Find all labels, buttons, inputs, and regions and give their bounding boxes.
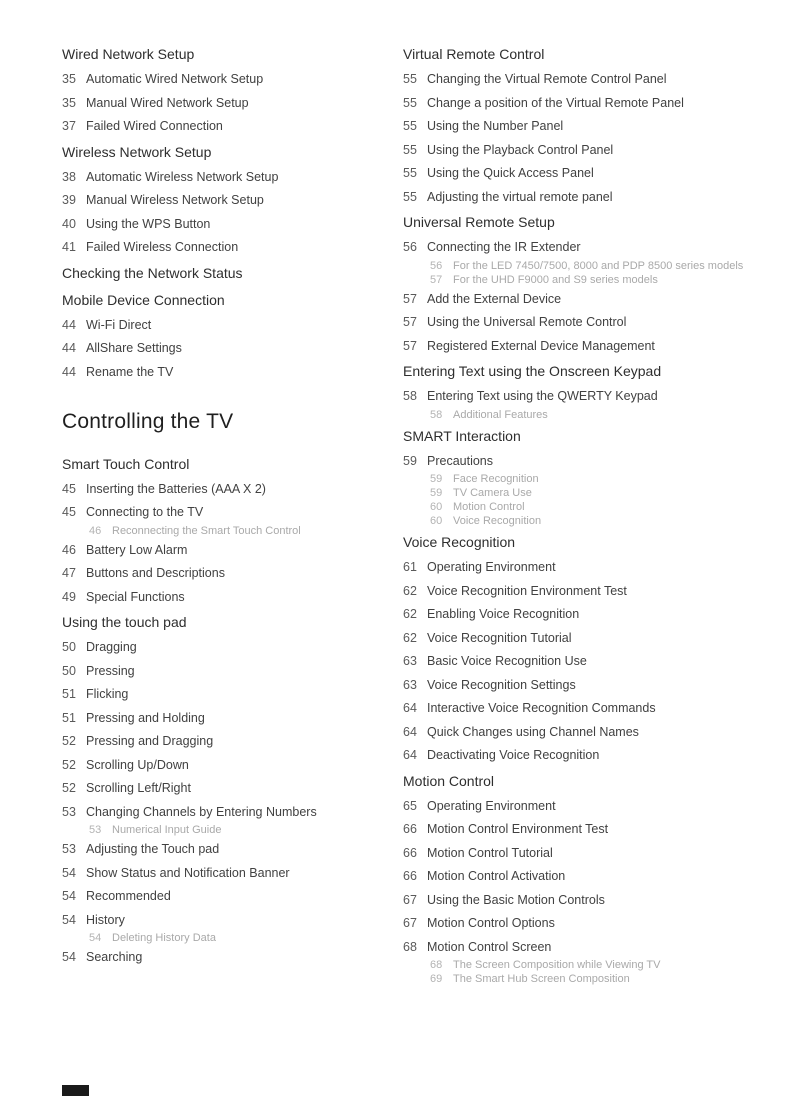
toc-entry-label: Using the Basic Motion Controls xyxy=(427,892,605,907)
toc-entry-label: Operating Environment xyxy=(427,798,556,813)
toc-item xyxy=(62,319,392,332)
section-heading: Mobile Device Connection xyxy=(62,291,225,308)
toc-entry-label: Entering Text using the QWERTY Keypad xyxy=(427,389,658,403)
section-heading: Wireless Network Setup xyxy=(62,143,212,160)
toc-subitem xyxy=(403,974,733,985)
toc-page-number: 65 xyxy=(403,798,417,813)
toc-entry-label: Voice Recognition xyxy=(453,515,542,527)
toc-item xyxy=(62,735,392,748)
toc-entry-label: For the UHD F9000 and S9 series models xyxy=(453,273,658,286)
toc-item xyxy=(62,591,392,604)
toc-section xyxy=(62,144,392,255)
toc-page-number: 47 xyxy=(62,566,76,580)
toc-entry-label: Failed Wired Connection xyxy=(86,119,223,133)
toc-item xyxy=(403,73,733,86)
toc-page-number: 66 xyxy=(403,869,417,883)
toc-item xyxy=(403,702,733,715)
toc-page-number: 55 xyxy=(403,95,417,110)
toc-page-number: 55 xyxy=(403,142,417,157)
toc-entry-label: Basic Voice Recognition Use xyxy=(427,654,587,668)
toc-section xyxy=(403,46,733,204)
toc-section xyxy=(403,773,733,986)
toc-item xyxy=(62,171,392,184)
toc-item xyxy=(62,506,392,519)
toc-entry-label: Numerical Input Guide xyxy=(112,824,222,836)
toc-item xyxy=(62,890,392,903)
toc-entry-label: Interactive Voice Recognition Commands xyxy=(427,701,656,715)
toc-item xyxy=(62,914,392,927)
toc-page-number: 44 xyxy=(62,317,76,332)
toc-entry-label: Inserting the Batteries (AAA X 2) xyxy=(86,481,266,496)
toc-item xyxy=(403,632,733,645)
toc-page-number: 55 xyxy=(403,72,417,86)
toc-page-number: 62 xyxy=(403,630,417,645)
toc-entry-label: Special Functions xyxy=(86,589,185,604)
toc-item xyxy=(403,390,733,403)
toc-page-number: 57 xyxy=(403,315,417,329)
toc-item xyxy=(403,608,733,621)
toc-item xyxy=(403,293,733,306)
toc-entry-label: Wi-Fi Direct xyxy=(86,317,152,332)
toc-entry-label: Deactivating Voice Recognition xyxy=(427,748,600,762)
toc-item xyxy=(62,951,392,964)
toc-section xyxy=(62,614,392,964)
toc-page-number: 41 xyxy=(62,240,76,254)
toc-entry-label: Automatic Wired Network Setup xyxy=(86,72,264,86)
section-heading: Universal Remote Setup xyxy=(403,214,555,230)
section-heading: Virtual Remote Control xyxy=(403,46,545,62)
toc-page-number: 57 xyxy=(430,273,443,286)
toc-page-number: 55 xyxy=(403,189,417,204)
toc-entry-label: Deleting History Data xyxy=(112,932,216,944)
toc-entry-label: Recommended xyxy=(86,889,171,903)
toc-page-number: 68 xyxy=(403,939,417,954)
toc-page-number: 40 xyxy=(62,216,76,231)
toc-entry-label: Battery Low Alarm xyxy=(86,542,188,557)
toc-page-number: 67 xyxy=(403,916,417,930)
toc-entry-label: Using the Universal Remote Control xyxy=(427,315,627,329)
toc-page-number: 50 xyxy=(62,663,76,678)
toc-entry-label: Operating Environment xyxy=(427,560,556,574)
toc-entry-label: Motion Control Screen xyxy=(427,939,552,954)
toc-section xyxy=(62,265,392,282)
toc-item xyxy=(62,120,392,133)
toc-page-number: 53 xyxy=(62,842,76,856)
toc-item xyxy=(403,97,733,110)
toc-entry-label: For the LED 7450/7500, 8000 and PDP 8500 series models xyxy=(453,259,744,272)
toc-item xyxy=(62,688,392,701)
toc-entry-label: Change a position of the Virtual Remote Panel xyxy=(427,95,684,110)
toc-page-number: 45 xyxy=(62,481,76,496)
toc-page-number: 44 xyxy=(62,341,76,355)
toc-section xyxy=(62,292,392,379)
toc-entry-label: The Smart Hub Screen Composition xyxy=(453,973,630,985)
toc-subitem xyxy=(403,275,733,286)
toc-page-number: 54 xyxy=(62,950,76,964)
toc-subitem xyxy=(403,488,733,499)
toc-item xyxy=(62,483,392,496)
toc-entry-label: TV Camera Use xyxy=(453,487,532,499)
toc-section xyxy=(403,363,733,421)
toc-item xyxy=(403,870,733,883)
toc-item xyxy=(62,641,392,654)
toc-page-number: 60 xyxy=(430,501,443,513)
toc-page-number: 35 xyxy=(62,95,76,110)
toc-page-number: 51 xyxy=(62,687,76,701)
toc-item xyxy=(62,218,392,231)
section-heading: Checking the Network Status xyxy=(62,264,243,281)
toc-item xyxy=(62,366,392,379)
toc-item xyxy=(403,316,733,329)
toc-entry-label: Motion Control Activation xyxy=(427,869,566,883)
toc-subitem xyxy=(62,526,392,537)
toc-entry-label: AllShare Settings xyxy=(86,341,182,355)
toc-item xyxy=(403,917,733,930)
toc-page-number: 52 xyxy=(62,757,76,772)
toc-columns xyxy=(62,46,744,992)
toc-item xyxy=(62,806,392,819)
toc-entry-label: Voice Recognition Settings xyxy=(427,677,576,692)
toc-page-number: 52 xyxy=(62,734,76,748)
toc-entry-label: Manual Wired Network Setup xyxy=(86,95,249,110)
toc-page-number: 55 xyxy=(403,119,417,133)
toc-section xyxy=(62,46,392,133)
section-heading: Voice Recognition xyxy=(403,534,516,550)
toc-page-number: 52 xyxy=(62,781,76,795)
toc-entry-label: Precautions xyxy=(427,453,494,468)
toc-page-number: 68 xyxy=(430,959,443,971)
toc-subitem xyxy=(62,933,392,944)
chapter-heading: Controlling the TV xyxy=(62,409,234,433)
toc-entry-label: Adjusting the Touch pad xyxy=(86,842,220,856)
toc-page-number: 61 xyxy=(403,560,417,574)
toc-page-number: 44 xyxy=(62,364,76,379)
toc-entry-label: Dragging xyxy=(86,640,137,654)
toc-subitem xyxy=(403,474,733,485)
toc-subitem xyxy=(403,259,744,272)
toc-page-number: 60 xyxy=(430,515,443,527)
toc-page-number: 50 xyxy=(62,640,76,654)
toc-item xyxy=(403,191,733,204)
toc-page-number: 54 xyxy=(62,889,76,903)
toc-page-number: 62 xyxy=(403,583,417,598)
toc-item xyxy=(403,167,733,180)
toc-item xyxy=(403,823,733,836)
toc-entry-label: History xyxy=(86,912,125,927)
toc-item xyxy=(62,712,392,725)
toc-entry-label: Flicking xyxy=(86,687,129,701)
toc-entry-label: Add the External Device xyxy=(427,291,562,306)
toc-entry-label: Pressing xyxy=(86,663,135,678)
toc-entry-label: Pressing and Holding xyxy=(86,710,205,725)
toc-page-number: 64 xyxy=(403,748,417,762)
toc-section xyxy=(403,534,733,762)
toc-section xyxy=(403,428,733,528)
section-heading: Using the touch pad xyxy=(62,614,187,630)
toc-entry-label: Scrolling Left/Right xyxy=(86,781,191,795)
toc-entry-label: Adjusting the virtual remote panel xyxy=(427,189,613,204)
toc-item xyxy=(62,759,392,772)
toc-subitem xyxy=(403,502,733,513)
toc-page-number: 53 xyxy=(62,804,76,819)
toc-item xyxy=(403,455,733,468)
toc-item xyxy=(62,567,392,580)
toc-entry-label: Rename the TV xyxy=(86,364,174,379)
toc-page-number: 54 xyxy=(89,932,102,944)
toc-entry-label: Show Status and Notification Banner xyxy=(86,865,290,880)
toc-page-number: 46 xyxy=(62,542,76,557)
toc-column xyxy=(403,46,744,992)
toc-entry-label: Motion Control Options xyxy=(427,916,555,930)
toc-page-number: 49 xyxy=(62,589,76,604)
toc-item xyxy=(62,342,392,355)
toc-entry-label: Buttons and Descriptions xyxy=(86,566,225,580)
toc-item xyxy=(62,97,392,110)
toc-page-number: 51 xyxy=(62,710,76,725)
section-heading: SMART Interaction xyxy=(403,427,521,444)
toc-item xyxy=(403,120,733,133)
toc-section xyxy=(62,410,392,434)
toc-page-number: 63 xyxy=(403,654,417,668)
toc-entry-label: Changing Channels by Entering Numbers xyxy=(86,804,317,819)
toc-page-number: 59 xyxy=(430,473,443,485)
toc-entry-label: Voice Recognition Environment Test xyxy=(427,583,627,598)
toc-item xyxy=(403,241,733,254)
toc-section xyxy=(62,456,392,604)
section-heading: Wired Network Setup xyxy=(62,46,195,62)
toc-entry-label: Changing the Virtual Remote Control Panel xyxy=(427,72,667,86)
toc-item xyxy=(62,867,392,880)
toc-page-number: 55 xyxy=(403,166,417,180)
toc-page-number: 57 xyxy=(403,291,417,306)
section-heading: Entering Text using the Onscreen Keypad xyxy=(403,363,662,379)
page-tab-marker xyxy=(62,1085,89,1096)
toc-item xyxy=(403,800,733,813)
toc-page-number: 69 xyxy=(430,973,443,985)
toc-page-number: 54 xyxy=(62,865,76,880)
toc-item xyxy=(403,941,733,954)
toc-entry-label: Failed Wireless Connection xyxy=(86,240,239,254)
toc-page-number: 67 xyxy=(403,892,417,907)
toc-page-number: 58 xyxy=(403,389,417,403)
toc-entry-label: Connecting the IR Extender xyxy=(427,240,581,254)
toc-item xyxy=(403,847,733,860)
toc-page-number: 46 xyxy=(89,524,102,537)
toc-item xyxy=(62,544,392,557)
toc-page-number: 53 xyxy=(89,824,102,836)
toc-entry-label: Registered External Device Management xyxy=(427,338,655,353)
toc-entry-label: Using the Playback Control Panel xyxy=(427,142,614,157)
toc-item xyxy=(403,144,733,157)
toc-page-number: 59 xyxy=(430,487,443,499)
toc-entry-label: Face Recognition xyxy=(453,473,539,485)
toc-page-number: 66 xyxy=(403,845,417,860)
toc-item xyxy=(62,194,392,207)
toc-item xyxy=(62,241,392,254)
toc-entry-label: Using the Quick Access Panel xyxy=(427,166,594,180)
toc-page-number: 45 xyxy=(62,505,76,519)
toc-entry-label: The Screen Composition while Viewing TV xyxy=(453,959,661,971)
toc-entry-label: Automatic Wireless Network Setup xyxy=(86,169,279,184)
toc-subitem xyxy=(403,410,733,421)
toc-item xyxy=(62,843,392,856)
toc-entry-label: Voice Recognition Tutorial xyxy=(427,630,572,645)
toc-entry-label: Scrolling Up/Down xyxy=(86,757,189,772)
toc-entry-label: Motion Control Tutorial xyxy=(427,845,553,860)
toc-page-number: 56 xyxy=(430,259,443,272)
toc-page-number: 37 xyxy=(62,119,76,133)
toc-item xyxy=(403,340,733,353)
toc-entry-label: Additional Features xyxy=(453,408,548,421)
toc-section xyxy=(403,214,744,353)
toc-page-number: 56 xyxy=(403,240,417,254)
toc-item xyxy=(403,585,733,598)
toc-entry-label: Using the Number Panel xyxy=(427,119,564,133)
toc-page-number: 39 xyxy=(62,193,76,207)
toc-item xyxy=(403,749,733,762)
toc-entry-label: Searching xyxy=(86,950,143,964)
toc-item xyxy=(62,665,392,678)
toc-page-number: 57 xyxy=(403,338,417,353)
toc-item xyxy=(403,894,733,907)
toc-page-number: 63 xyxy=(403,677,417,692)
toc-subitem xyxy=(403,960,733,971)
toc-page-number: 64 xyxy=(403,724,417,739)
toc-entry-label: Using the WPS Button xyxy=(86,216,211,231)
toc-item xyxy=(403,679,733,692)
section-heading: Motion Control xyxy=(403,772,495,789)
toc-column xyxy=(62,46,392,992)
toc-subitem xyxy=(403,516,733,527)
section-heading: Smart Touch Control xyxy=(62,455,190,472)
toc-entry-label: Quick Changes using Channel Names xyxy=(427,724,639,739)
toc-item xyxy=(403,561,733,574)
toc-item xyxy=(62,73,392,86)
toc-page-number: 62 xyxy=(403,607,417,621)
toc-item xyxy=(62,782,392,795)
toc-entry-label: Pressing and Dragging xyxy=(86,734,214,748)
toc-subitem xyxy=(62,825,392,836)
toc-entry-label: Enabling Voice Recognition xyxy=(427,607,580,621)
toc-page-number: 35 xyxy=(62,72,76,86)
toc-item xyxy=(403,655,733,668)
toc-page-number: 38 xyxy=(62,169,76,184)
toc-page-number: 64 xyxy=(403,701,417,715)
toc-entry-label: Manual Wireless Network Setup xyxy=(86,193,264,207)
toc-entry-label: Reconnecting the Smart Touch Control xyxy=(112,524,301,537)
toc-page-number: 59 xyxy=(403,453,417,468)
toc-page-number: 58 xyxy=(430,408,443,421)
toc-item xyxy=(403,726,733,739)
toc-entry-label: Connecting to the TV xyxy=(86,505,204,519)
toc-entry-label: Motion Control xyxy=(453,501,525,513)
toc-page-number: 66 xyxy=(403,822,417,836)
toc-page-number: 54 xyxy=(62,912,76,927)
toc-entry-label: Motion Control Environment Test xyxy=(427,822,609,836)
